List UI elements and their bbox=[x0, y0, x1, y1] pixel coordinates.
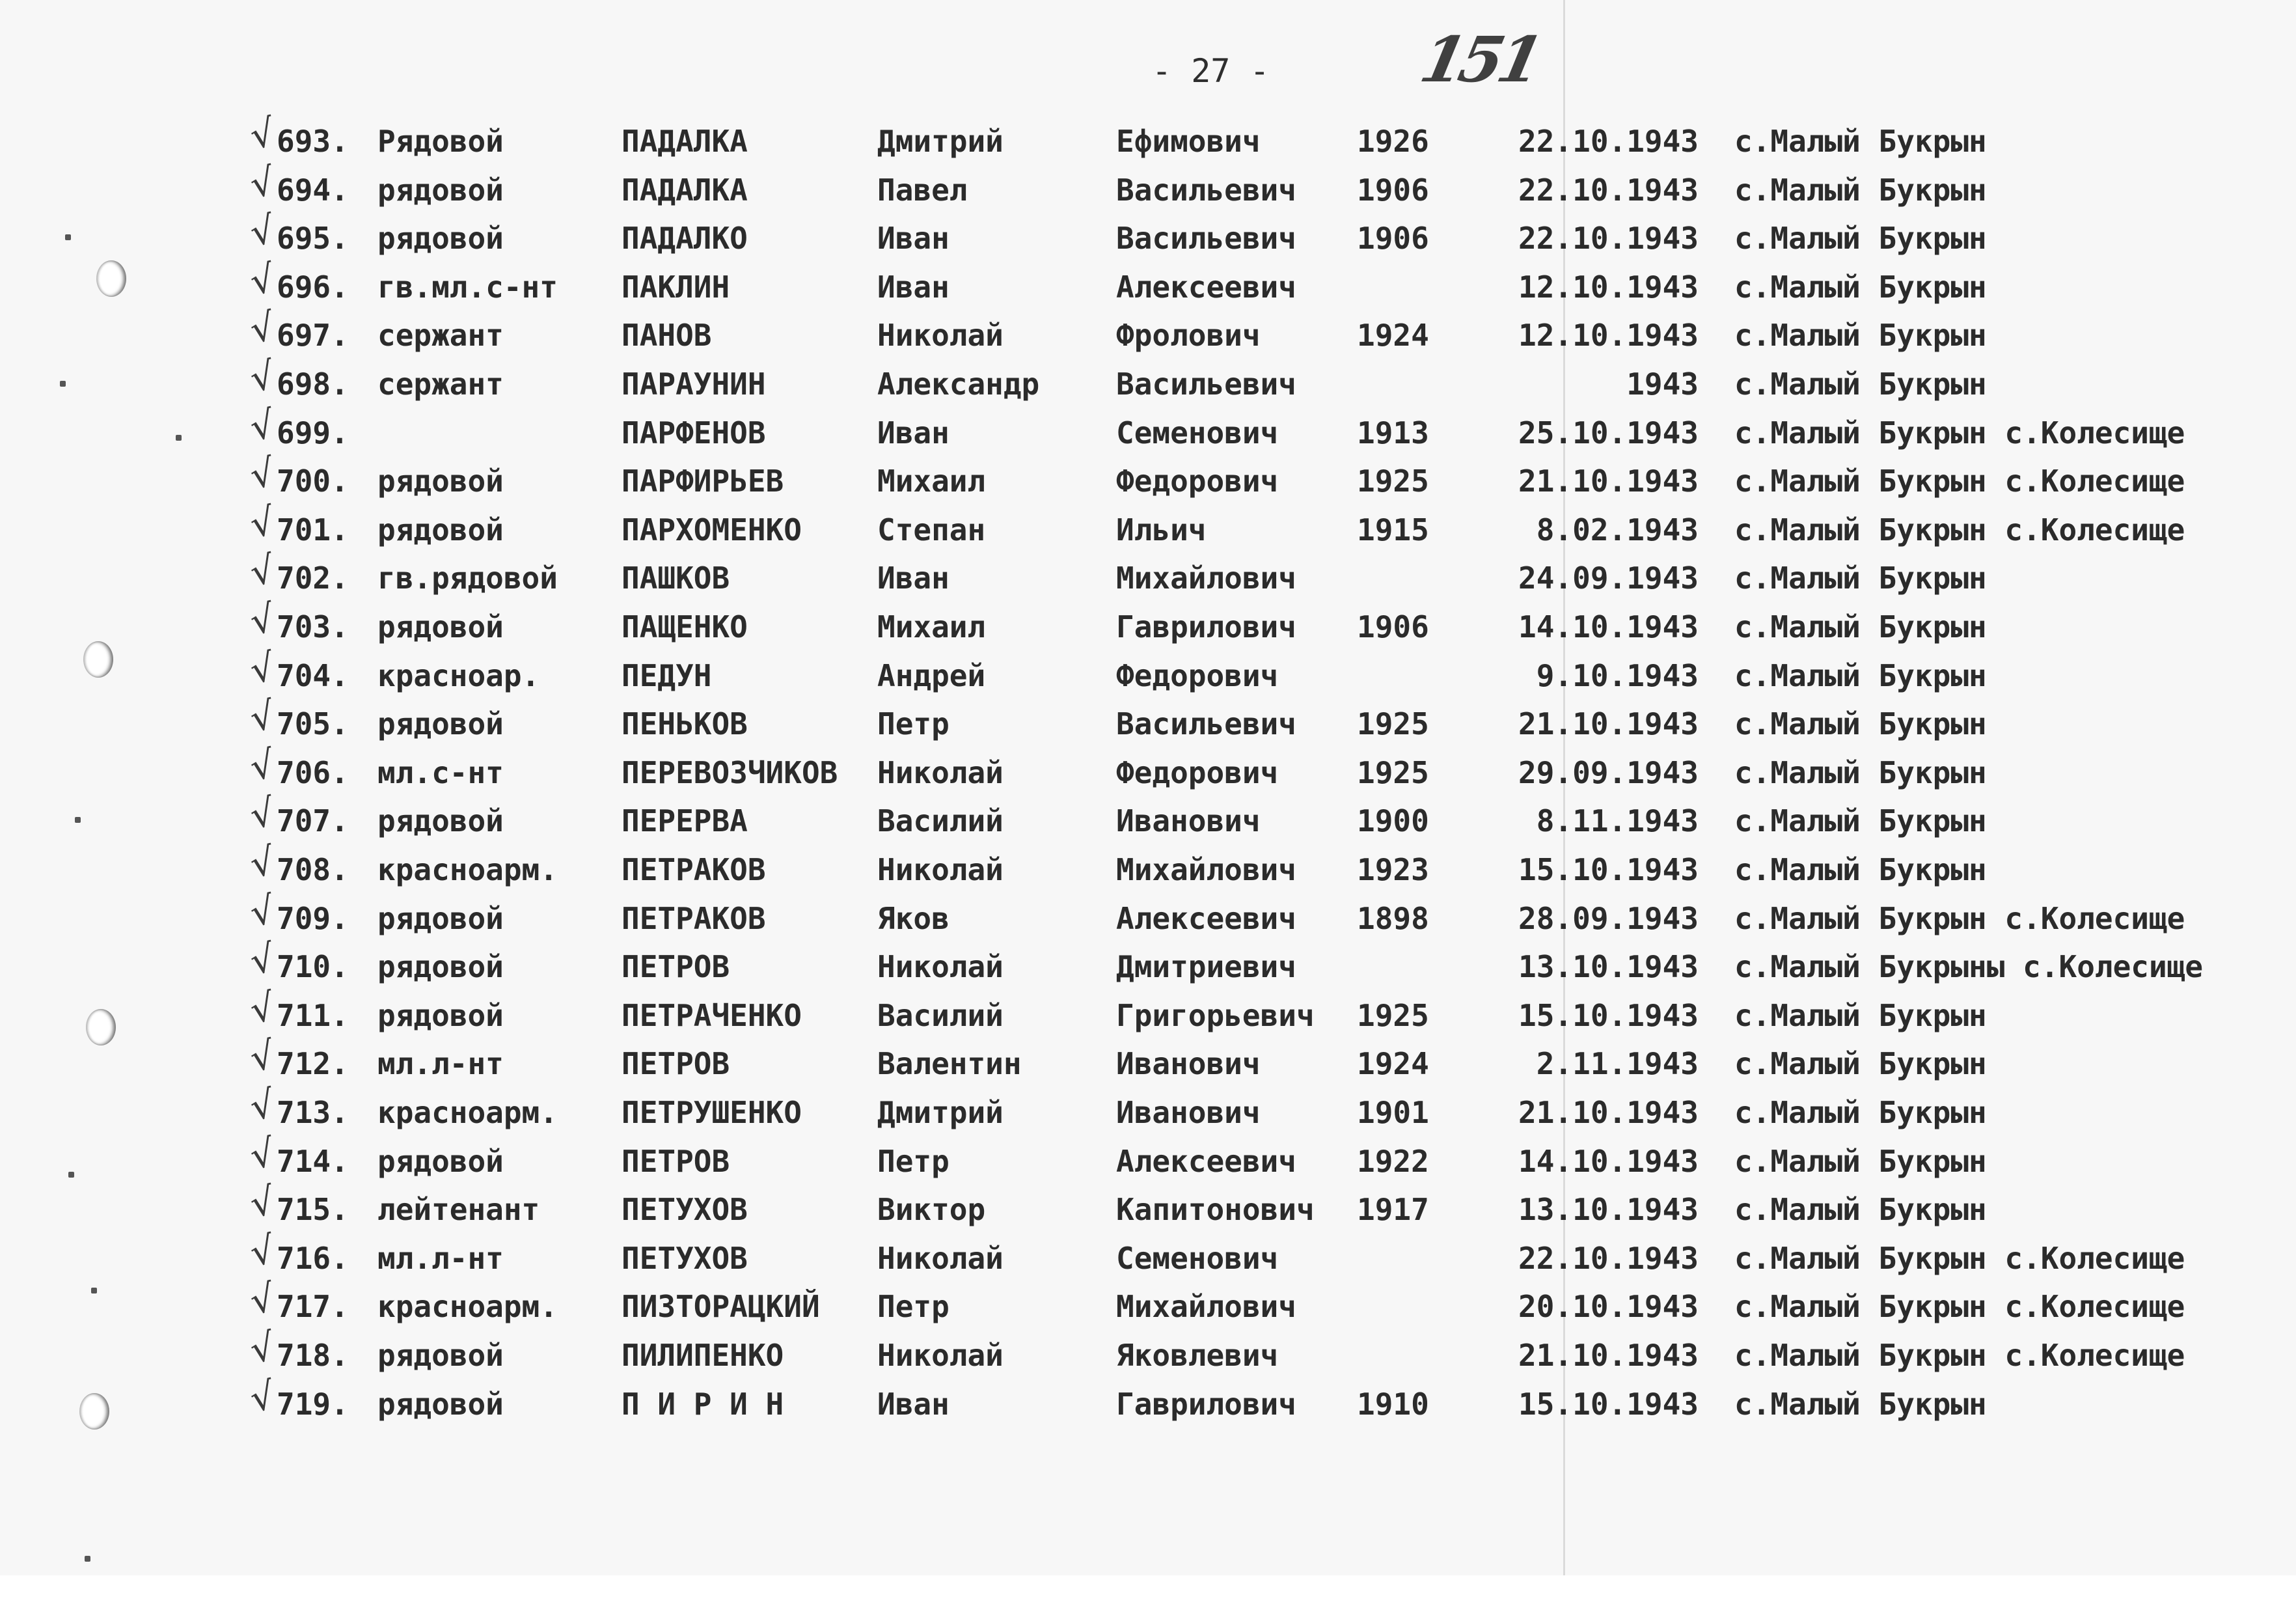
surname: ПЕРЕВОЗЧИКОВ bbox=[622, 754, 838, 790]
check-mark: √ bbox=[246, 1323, 279, 1373]
first-name: Василий bbox=[877, 803, 1004, 839]
first-name: Василий bbox=[877, 997, 1004, 1033]
table-row bbox=[0, 1129, 2296, 1184]
death-date: 12.10.1943 bbox=[1518, 318, 1699, 353]
birth-year: 1925 bbox=[1357, 997, 1429, 1033]
surname: ПАРАУНИН bbox=[622, 366, 766, 402]
patronymic: Михайлович bbox=[1116, 852, 1296, 887]
table-row bbox=[0, 109, 2296, 164]
first-name: Дмитрий bbox=[877, 1095, 1004, 1130]
first-name: Александр bbox=[877, 366, 1040, 402]
death-date: 21.10.1943 bbox=[1518, 1338, 1699, 1373]
table-row bbox=[0, 595, 2296, 650]
death-date: 25.10.1943 bbox=[1518, 415, 1699, 450]
patronymic: Федорович bbox=[1116, 657, 1279, 693]
surname: ПЕТРУШЕНКО bbox=[622, 1095, 802, 1130]
surname: ПАДАЛКО bbox=[622, 221, 748, 256]
table-row bbox=[0, 935, 2296, 989]
death-date: 21.10.1943 bbox=[1518, 706, 1699, 742]
death-date: 8.02.1943 bbox=[1536, 512, 1699, 547]
patronymic: Гаврилович bbox=[1116, 609, 1296, 644]
patronymic: Михайлович bbox=[1116, 1289, 1296, 1325]
death-date: 24.09.1943 bbox=[1518, 560, 1699, 596]
rank: рядовой bbox=[377, 221, 504, 256]
burial-place: с.Малый Букрыны с.Колесище bbox=[1734, 949, 2204, 985]
table-row bbox=[0, 547, 2296, 601]
rank: рядовой bbox=[377, 706, 504, 742]
surname: ПАКЛИН bbox=[622, 269, 730, 305]
death-date: 1943 bbox=[1626, 366, 1699, 402]
surname: ПЕТРОВ bbox=[622, 949, 730, 985]
patronymic: Фролович bbox=[1116, 318, 1261, 353]
surname: ПАРФИРЬЕВ bbox=[622, 463, 784, 499]
birth-year: 1906 bbox=[1357, 221, 1429, 256]
table-row bbox=[0, 158, 2296, 213]
birth-year: 1906 bbox=[1357, 172, 1429, 208]
patronymic: Григорьевич bbox=[1116, 997, 1315, 1033]
check-mark: √ bbox=[246, 838, 279, 887]
patronymic: Васильевич bbox=[1116, 221, 1296, 256]
record-number: 697. bbox=[277, 318, 349, 353]
death-date: 15.10.1943 bbox=[1518, 852, 1699, 887]
record-number: 714. bbox=[277, 1143, 349, 1179]
check-mark: √ bbox=[246, 741, 279, 790]
birth-year: 1925 bbox=[1357, 706, 1429, 742]
patronymic: Ильич bbox=[1116, 512, 1207, 547]
rank: гв.мл.с-нт bbox=[377, 269, 558, 305]
table-row bbox=[0, 352, 2296, 407]
first-name: Иван bbox=[877, 221, 950, 256]
rank: Рядовой bbox=[377, 124, 504, 159]
burial-place: с.Малый Букрын bbox=[1734, 1192, 1987, 1228]
check-mark: √ bbox=[246, 595, 279, 644]
record-number: 711. bbox=[277, 997, 349, 1033]
record-number: 717. bbox=[277, 1289, 349, 1325]
burial-place: с.Малый Букрын bbox=[1734, 269, 1987, 305]
burial-place: с.Малый Букрын с.Колесище bbox=[1734, 1289, 2185, 1325]
first-name: Дмитрий bbox=[877, 124, 1004, 159]
burial-place: с.Малый Букрын bbox=[1734, 318, 1987, 353]
first-name: Яков bbox=[877, 900, 950, 936]
record-number: 693. bbox=[277, 124, 349, 159]
rank: рядовой bbox=[377, 803, 504, 839]
table-row bbox=[0, 1178, 2296, 1232]
death-date: 15.10.1943 bbox=[1518, 1386, 1699, 1422]
check-mark: √ bbox=[246, 158, 279, 207]
surname: П И Р И Н bbox=[622, 1386, 784, 1422]
surname: ПЕТУХОВ bbox=[622, 1192, 748, 1228]
burial-place: с.Малый Букрын с.Колесище bbox=[1734, 1338, 2185, 1373]
check-mark: √ bbox=[246, 1178, 279, 1227]
rank: рядовой bbox=[377, 609, 504, 644]
patronymic: Алексеевич bbox=[1116, 1143, 1296, 1179]
record-number: 719. bbox=[277, 1386, 349, 1422]
burial-place: с.Малый Букрын bbox=[1734, 1143, 1987, 1179]
table-row bbox=[0, 693, 2296, 747]
burial-place: с.Малый Букрын bbox=[1734, 366, 1987, 402]
table-row bbox=[0, 498, 2296, 553]
birth-year: 1915 bbox=[1357, 512, 1429, 547]
burial-place: с.Малый Букрын bbox=[1734, 172, 1987, 208]
rank: рядовой bbox=[377, 1143, 504, 1179]
patronymic: Капитонович bbox=[1116, 1192, 1315, 1228]
record-number: 702. bbox=[277, 560, 349, 596]
death-date: 22.10.1943 bbox=[1518, 124, 1699, 159]
patronymic: Васильевич bbox=[1116, 366, 1296, 402]
table-row bbox=[0, 790, 2296, 844]
record-number: 715. bbox=[277, 1192, 349, 1228]
record-number: 694. bbox=[277, 172, 349, 208]
burial-place: с.Малый Букрын с.Колесище bbox=[1734, 900, 2185, 936]
check-mark: √ bbox=[246, 547, 279, 596]
check-mark: √ bbox=[246, 207, 279, 256]
patronymic: Федорович bbox=[1116, 754, 1279, 790]
first-name: Николай bbox=[877, 754, 1004, 790]
rank: рядовой bbox=[377, 1386, 504, 1422]
rank: рядовой bbox=[377, 1338, 504, 1373]
table-row bbox=[0, 255, 2296, 310]
birth-year: 1901 bbox=[1357, 1095, 1429, 1130]
rank: мл.л-нт bbox=[377, 1046, 504, 1082]
surname: ПАРХОМЕНКО bbox=[622, 512, 802, 547]
death-date: 20.10.1943 bbox=[1518, 1289, 1699, 1325]
birth-year: 1924 bbox=[1357, 318, 1429, 353]
first-name: Николай bbox=[877, 949, 1004, 985]
check-mark: √ bbox=[246, 644, 279, 693]
death-date: 2.11.1943 bbox=[1536, 1046, 1699, 1082]
surname: ПЕТРАКОВ bbox=[622, 900, 766, 936]
rank: мл.с-нт bbox=[377, 754, 504, 790]
birth-year: 1913 bbox=[1357, 415, 1429, 450]
first-name: Николай bbox=[877, 1240, 1004, 1276]
table-row bbox=[0, 887, 2296, 941]
burial-place: с.Малый Букрын bbox=[1734, 754, 1987, 790]
check-mark: √ bbox=[246, 109, 279, 159]
check-mark: √ bbox=[246, 935, 279, 984]
first-name: Иван bbox=[877, 415, 950, 450]
surname: ПАЩЕНКО bbox=[622, 609, 748, 644]
burial-place: с.Малый Букрын bbox=[1734, 706, 1987, 742]
surname: ПАРФЕНОВ bbox=[622, 415, 766, 450]
record-number: 704. bbox=[277, 657, 349, 693]
patronymic: Алексеевич bbox=[1116, 269, 1296, 305]
burial-place: с.Малый Букрын bbox=[1734, 997, 1987, 1033]
death-date: 22.10.1943 bbox=[1518, 172, 1699, 208]
record-number: 705. bbox=[277, 706, 349, 742]
birth-year: 1900 bbox=[1357, 803, 1429, 839]
handwritten-folio: 151 bbox=[1414, 23, 1545, 96]
death-date: 15.10.1943 bbox=[1518, 997, 1699, 1033]
patronymic: Гаврилович bbox=[1116, 1386, 1296, 1422]
patronymic: Ефимович bbox=[1116, 124, 1261, 159]
death-date: 29.09.1943 bbox=[1518, 754, 1699, 790]
burial-place: с.Малый Букрын bbox=[1734, 609, 1987, 644]
first-name: Петр bbox=[877, 706, 950, 742]
burial-place: с.Малый Букрын bbox=[1734, 1386, 1987, 1422]
burial-place: с.Малый Букрын bbox=[1734, 1095, 1987, 1130]
check-mark: √ bbox=[246, 887, 279, 935]
patronymic: Михайлович bbox=[1116, 560, 1296, 596]
rank: красноарм. bbox=[377, 1289, 558, 1325]
check-mark: √ bbox=[246, 450, 279, 499]
burial-place: с.Малый Букрын bbox=[1734, 124, 1987, 159]
surname: ПЕДУН bbox=[622, 657, 712, 693]
page-number: - 27 - bbox=[1152, 52, 1270, 90]
rank: сержант bbox=[377, 318, 504, 353]
birth-year: 1926 bbox=[1357, 124, 1429, 159]
birth-year: 1923 bbox=[1357, 852, 1429, 887]
rank: сержант bbox=[377, 366, 504, 402]
rank: красноарм. bbox=[377, 1095, 558, 1130]
check-mark: √ bbox=[246, 498, 279, 547]
patronymic: Федорович bbox=[1116, 463, 1279, 499]
first-name: Павел bbox=[877, 172, 968, 208]
record-number: 701. bbox=[277, 512, 349, 547]
burial-place: с.Малый Букрын bbox=[1734, 657, 1987, 693]
death-date: 28.09.1943 bbox=[1518, 900, 1699, 936]
rank: мл.л-нт bbox=[377, 1240, 504, 1276]
surname: ПЕНЬКОВ bbox=[622, 706, 748, 742]
surname: ПАНОВ bbox=[622, 318, 712, 353]
death-date: 21.10.1943 bbox=[1518, 463, 1699, 499]
first-name: Иван bbox=[877, 1386, 950, 1422]
record-number: 709. bbox=[277, 900, 349, 936]
birth-year: 1925 bbox=[1357, 463, 1429, 499]
death-date: 13.10.1943 bbox=[1518, 949, 1699, 985]
table-row bbox=[0, 644, 2296, 698]
record-number: 718. bbox=[277, 1338, 349, 1373]
surname: ПАДАЛКА bbox=[622, 172, 748, 208]
first-name: Михаил bbox=[877, 463, 986, 499]
table-row bbox=[0, 1081, 2296, 1135]
rank: красноарм. bbox=[377, 852, 558, 887]
burial-place: с.Малый Букрын с.Колесище bbox=[1734, 1240, 2185, 1276]
death-date: 22.10.1943 bbox=[1518, 1240, 1699, 1276]
table-row bbox=[0, 401, 2296, 456]
patronymic: Иванович bbox=[1116, 1046, 1261, 1082]
table-row bbox=[0, 1226, 2296, 1281]
surname: ПИЛИПЕНКО bbox=[622, 1338, 784, 1373]
record-number: 699. bbox=[277, 415, 349, 450]
check-mark: √ bbox=[246, 1129, 279, 1178]
birth-year: 1925 bbox=[1357, 754, 1429, 790]
death-date: 22.10.1943 bbox=[1518, 221, 1699, 256]
surname: ПИЗТОРАЦКИЙ bbox=[622, 1289, 820, 1325]
check-mark: √ bbox=[246, 352, 279, 402]
rank: рядовой bbox=[377, 949, 504, 985]
check-mark: √ bbox=[246, 693, 279, 741]
patronymic: Семенович bbox=[1116, 1240, 1279, 1276]
check-mark: √ bbox=[246, 984, 279, 1032]
check-mark: √ bbox=[246, 790, 279, 838]
rank: гв.рядовой bbox=[377, 560, 558, 596]
death-date: 14.10.1943 bbox=[1518, 1143, 1699, 1179]
surname: ПЕТРАКОВ bbox=[622, 852, 766, 887]
rank: рядовой bbox=[377, 463, 504, 499]
table-row bbox=[0, 1323, 2296, 1378]
burial-place: с.Малый Букрын bbox=[1734, 560, 1987, 596]
patronymic: Дмитриевич bbox=[1116, 949, 1296, 985]
death-date: 13.10.1943 bbox=[1518, 1192, 1699, 1228]
table-row bbox=[0, 1275, 2296, 1329]
check-mark: √ bbox=[246, 1081, 279, 1130]
burial-place: с.Малый Букрын с.Колесище bbox=[1734, 415, 2185, 450]
record-number: 706. bbox=[277, 754, 349, 790]
patronymic: Иванович bbox=[1116, 1095, 1261, 1130]
burial-place: с.Малый Букрын с.Колесище bbox=[1734, 463, 2185, 499]
table-row bbox=[0, 1032, 2296, 1086]
patronymic: Иванович bbox=[1116, 803, 1261, 839]
surname: ПАДАЛКА bbox=[622, 124, 748, 159]
first-name: Андрей bbox=[877, 657, 986, 693]
first-name: Михаил bbox=[877, 609, 986, 644]
burial-place: с.Малый Букрын с.Колесище bbox=[1734, 512, 2185, 547]
record-number: 698. bbox=[277, 366, 349, 402]
check-mark: √ bbox=[246, 255, 279, 304]
death-date: 12.10.1943 bbox=[1518, 269, 1699, 305]
check-mark: √ bbox=[246, 401, 279, 450]
patronymic: Семенович bbox=[1116, 415, 1279, 450]
record-number: 710. bbox=[277, 949, 349, 985]
check-mark: √ bbox=[246, 1372, 279, 1421]
first-name: Петр bbox=[877, 1289, 950, 1325]
patronymic: Алексеевич bbox=[1116, 900, 1296, 936]
surname: ПЕТРОВ bbox=[622, 1143, 730, 1179]
death-date: 8.11.1943 bbox=[1536, 803, 1699, 839]
burial-place: с.Малый Букрын bbox=[1734, 221, 1987, 256]
record-number: 713. bbox=[277, 1095, 349, 1130]
rank: рядовой bbox=[377, 512, 504, 547]
birth-year: 1922 bbox=[1357, 1143, 1429, 1179]
birth-year: 1906 bbox=[1357, 609, 1429, 644]
table-row bbox=[0, 450, 2296, 504]
table-row bbox=[0, 304, 2296, 358]
record-number: 707. bbox=[277, 803, 349, 839]
table-row bbox=[0, 741, 2296, 795]
birth-year: 1898 bbox=[1357, 900, 1429, 936]
record-number: 695. bbox=[277, 221, 349, 256]
table-row bbox=[0, 207, 2296, 261]
check-mark: √ bbox=[246, 304, 279, 353]
first-name: Валентин bbox=[877, 1046, 1022, 1082]
burial-place: с.Малый Букрын bbox=[1734, 803, 1987, 839]
rank: рядовой bbox=[377, 997, 504, 1033]
record-number: 712. bbox=[277, 1046, 349, 1082]
first-name: Николай bbox=[877, 852, 1004, 887]
first-name: Иван bbox=[877, 560, 950, 596]
surname: ПАШКОВ bbox=[622, 560, 730, 596]
first-name: Николай bbox=[877, 1338, 1004, 1373]
rank: рядовой bbox=[377, 900, 504, 936]
surname: ПЕРЕРВА bbox=[622, 803, 748, 839]
check-mark: √ bbox=[246, 1275, 279, 1324]
table-row bbox=[0, 838, 2296, 892]
rank: красноар. bbox=[377, 657, 540, 693]
death-date: 21.10.1943 bbox=[1518, 1095, 1699, 1130]
burial-place: с.Малый Букрын bbox=[1734, 852, 1987, 887]
surname: ПЕТУХОВ bbox=[622, 1240, 748, 1276]
rank: рядовой bbox=[377, 172, 504, 208]
death-date: 14.10.1943 bbox=[1518, 609, 1699, 644]
record-number: 708. bbox=[277, 852, 349, 887]
surname: ПЕТРОВ bbox=[622, 1046, 730, 1082]
first-name: Иван bbox=[877, 269, 950, 305]
check-mark: √ bbox=[246, 1032, 279, 1081]
table-row bbox=[0, 1372, 2296, 1427]
burial-place: с.Малый Букрын bbox=[1734, 1046, 1987, 1082]
first-name: Виктор bbox=[877, 1192, 986, 1228]
rank: лейтенант bbox=[377, 1192, 540, 1228]
death-date: 9.10.1943 bbox=[1536, 657, 1699, 693]
record-number: 696. bbox=[277, 269, 349, 305]
patronymic: Васильевич bbox=[1116, 706, 1296, 742]
record-number: 703. bbox=[277, 609, 349, 644]
table-row bbox=[0, 984, 2296, 1038]
record-number: 700. bbox=[277, 463, 349, 499]
first-name: Степан bbox=[877, 512, 986, 547]
check-mark: √ bbox=[246, 1226, 279, 1275]
patronymic: Васильевич bbox=[1116, 172, 1296, 208]
first-name: Петр bbox=[877, 1143, 950, 1179]
first-name: Николай bbox=[877, 318, 1004, 353]
patronymic: Яковлевич bbox=[1116, 1338, 1279, 1373]
scan-margin bbox=[0, 1575, 2296, 1604]
birth-year: 1924 bbox=[1357, 1046, 1429, 1082]
birth-year: 1910 bbox=[1357, 1386, 1429, 1422]
birth-year: 1917 bbox=[1357, 1192, 1429, 1228]
record-number: 716. bbox=[277, 1240, 349, 1276]
surname: ПЕТРАЧЕНКО bbox=[622, 997, 802, 1033]
